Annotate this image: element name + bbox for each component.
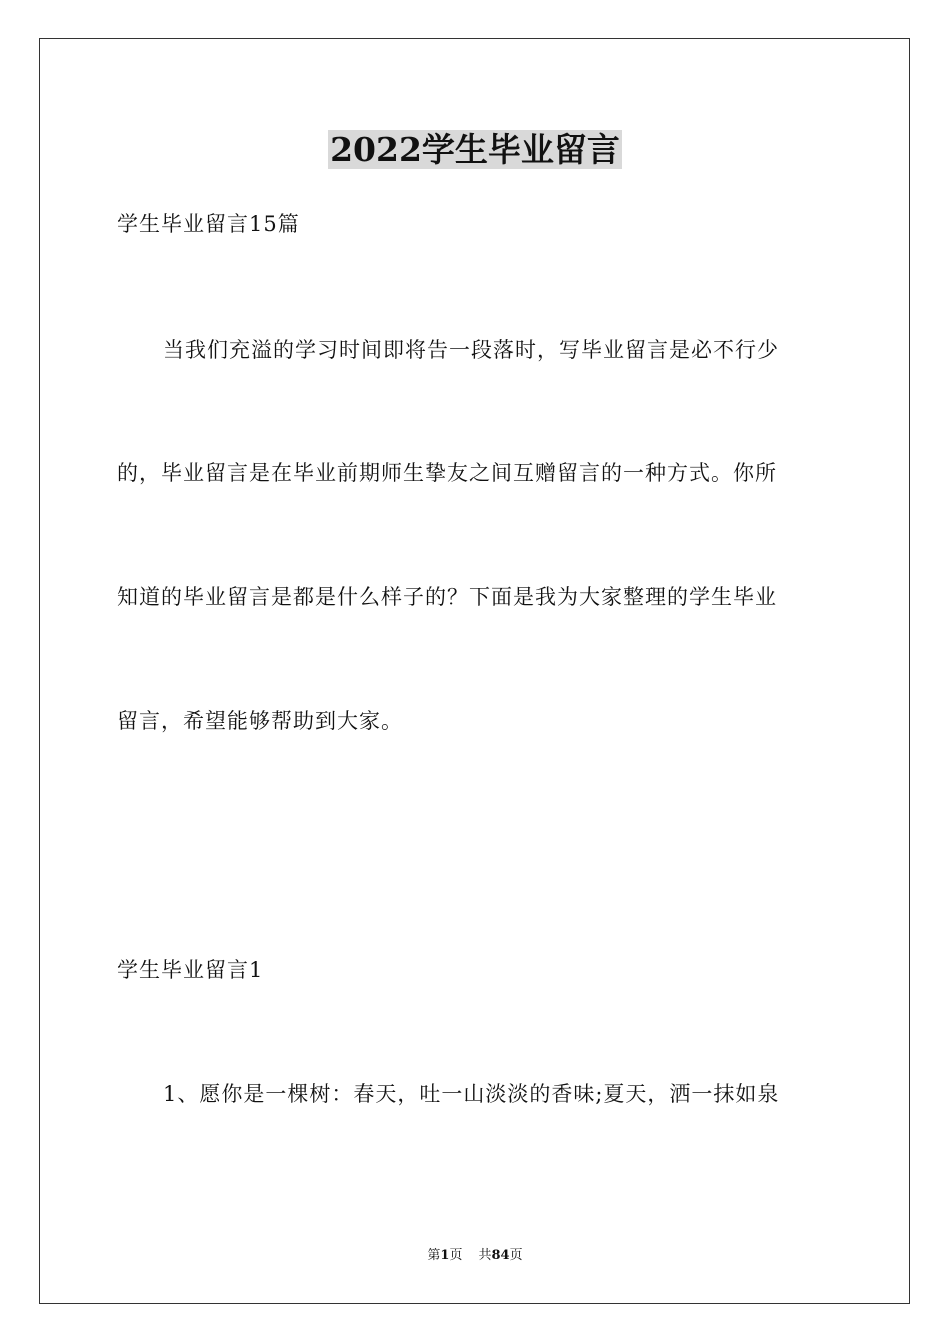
paragraph-line-4: 留言，希望能够帮助到大家。 <box>117 709 403 733</box>
footer-page-unit: 页 <box>449 1248 463 1263</box>
footer-page-prefix: 第 <box>427 1248 441 1263</box>
document-subtitle: 学生毕业留言15篇 <box>117 212 300 236</box>
footer-total-prefix: 共 <box>478 1248 492 1263</box>
paragraph-line-3: 知道的毕业留言是都是什么样子的？下面是我为大家整理的学生毕业 <box>117 585 777 609</box>
page-footer <box>0 1247 950 1265</box>
paragraph-line-2: 的，毕业留言是在毕业前期师生挚友之间互赠留言的一种方式。你所 <box>117 461 777 485</box>
footer-page-number: 1 <box>440 1248 450 1263</box>
footer-total-pages: 84 <box>491 1248 510 1263</box>
paragraph-line-1: 当我们充溢的学习时间即将告一段落时，写毕业留言是必不行少 <box>163 338 779 362</box>
document-title <box>0 128 950 172</box>
section-heading: 学生毕业留言1 <box>117 958 264 982</box>
document-title-text: 2022学生毕业留言 <box>330 130 620 169</box>
list-item-1-line: 1、愿你是一棵树：春天，吐一山淡淡的香味;夏天，洒一抹如泉 <box>163 1082 780 1106</box>
footer-total-unit: 页 <box>509 1248 523 1263</box>
